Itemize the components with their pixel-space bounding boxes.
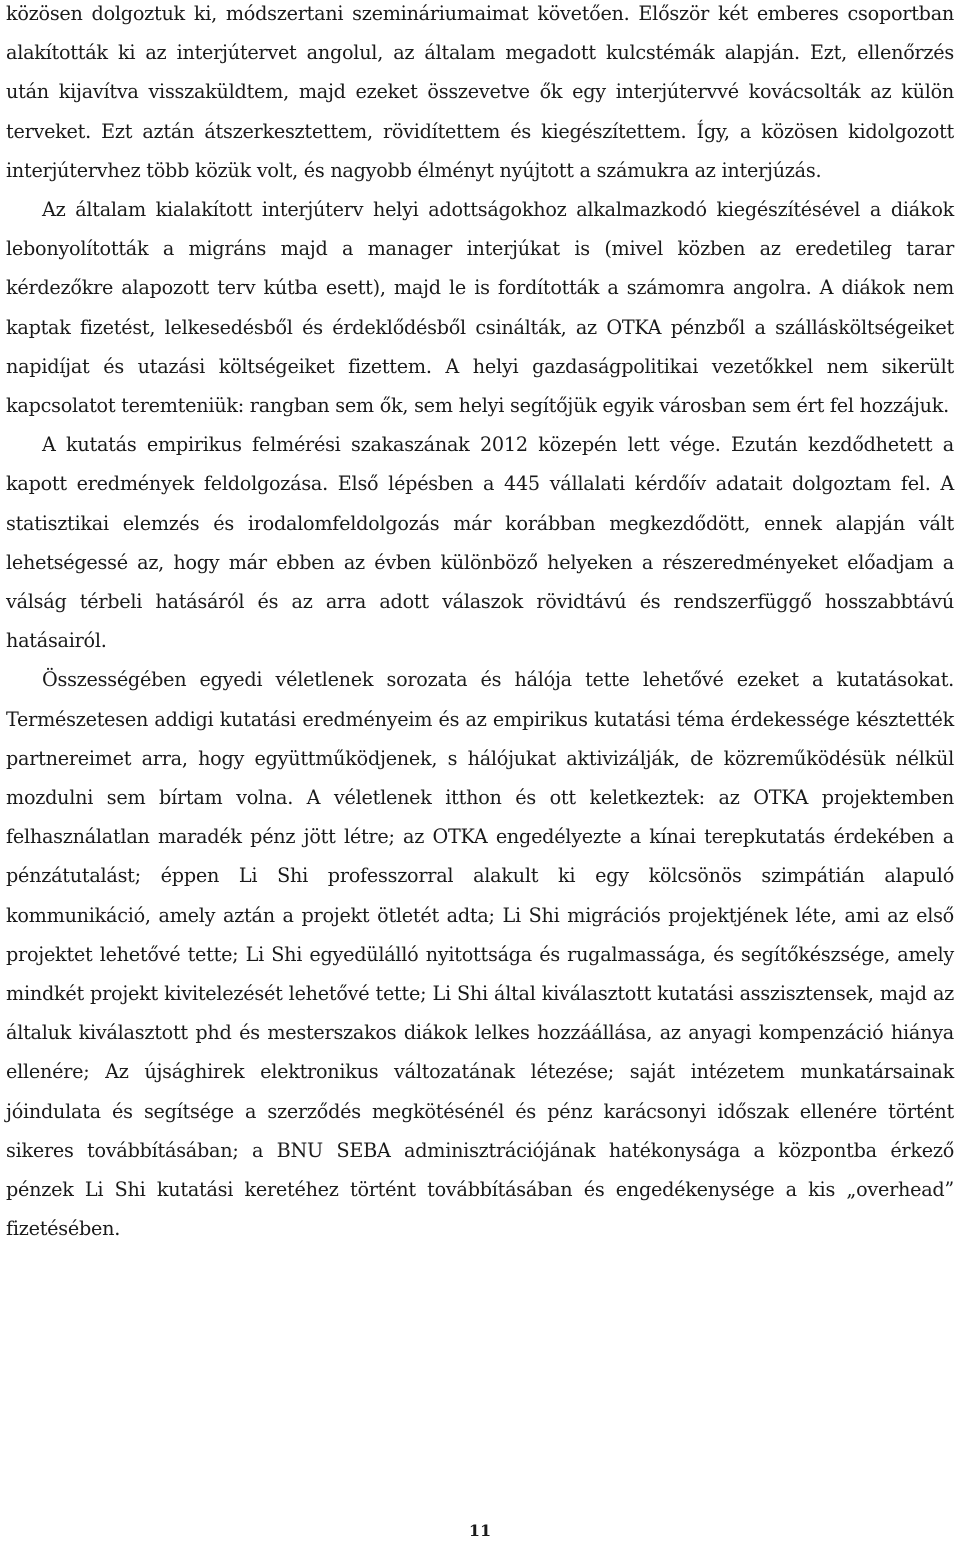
page-number: 11 <box>468 1521 492 1540</box>
paragraph-1: közösen dolgoztuk ki, módszertani szemináriumaimat követően. Először két emberes csoportban alakították ki az interjútervet angolul, az általam megadott kulcstémák alapján. Ezt, ellenőrzés után kijavítva visszaküldtem, majd ezeket összevetve ők egy interjútervvé kovácsolták az külön terveket. Ezt aztán átszerkesztettem, rövidítettem és kiegészítettem. Így, a közösen kidolgozott interjútervhez több közük volt, és nagyobb élményt nyújtott a számukra az interjúzás. <box>6 2 954 182</box>
paragraph-4: Összességében egyedi véletlenek sorozata és hálója tette lehetővé ezeket a kutatásokat. Természetesen addigi kutatási eredményeim és az empirikus kutatási téma érdekessége késztették partnereimet arra, hogy együttműködjenek, s hálójukat aktivizálják, de közreműködésük nélkül mozdulni sem bírtam volna. A véletlenek itthon és ott keletkeztek: az OTKA projektemben felhasználatlan maradék pénz jött létre; az OTKA engedélyezte a kínai terepkutatás érdekében a pénzátutalást; éppen Li Shi professzorral alakult ki egy kölcsönös szimpátián alapuló kommunikáció, amely aztán a projekt ötletét adta; Li Shi migrációs projektjének léte, ami az első projektet lehetővé tette; Li Shi egyedülálló nyitottsága és rugalmassága, és segítőkészsége, amely mindkét projekt kivitelezését lehetővé tette; Li Shi által kiválasztott kutatási asszisztensek, majd az általuk kiválasztott phd és mesterszakos diákok lelkes hozzáállása, az anyagi kompenzáció hiánya ellenére; Az újsághirek elektronikus változatának létezése; saját intézetem munkatársainak jóindulata és segítsége a szerződés megkötésénél és pénz karácsonyi időszak ellenére történt sikeres továbbításában; a BNU SEBA adminisztrációjának hatékonysága a központba érkező pénzek Li Shi kutatási keretéhez történt továbbításában és engedékenysége a kis „overhead” fizetésében. <box>6 668 954 1241</box>
document-page <box>6 0 954 1249</box>
paragraph-3: A kutatás empirikus felmérési szakaszának 2012 közepén lett vége. Ezután kezdődhetett a kapott eredmények feldolgozása. Első lépésben a 445 vállalati kérdőív adatait dolgoztam fel. A statisztikai elemzés és irodalomfeldolgozás már korábban megkezdődött, ennek alapján vált lehetségessé az, hogy már ebben az évben különböző helyeken a részeredményeket előadjam a válság térbeli hatásáról és az arra adott válaszok rövidtávú és rendszerfüggő hosszabbtávú hatásairól. <box>6 433 954 653</box>
paragraph-2: Az általam kialakított interjúterv helyi adottságokhoz alkalmazkodó kiegészítésével a diákok lebonyolították a migráns majd a manager interjúkat is (mivel közben az eredetileg tarar kérdezőkre alapozott terv kútba esett), majd le is fordították a számomra angolra. A diákok nem kaptak fizetést, lelkesedésből és érdeklődésből csinálták, az OTKA pénzből a szállásköltségeiket napidíjat és utazási költségeiket fizettem. A helyi gazdaságpolitikai vezetőkkel nem sikerült kapcsolatot teremteniük: rangban sem ők, sem helyi segítőjük egyik városban sem ért fel hozzájuk. <box>6 198 954 418</box>
